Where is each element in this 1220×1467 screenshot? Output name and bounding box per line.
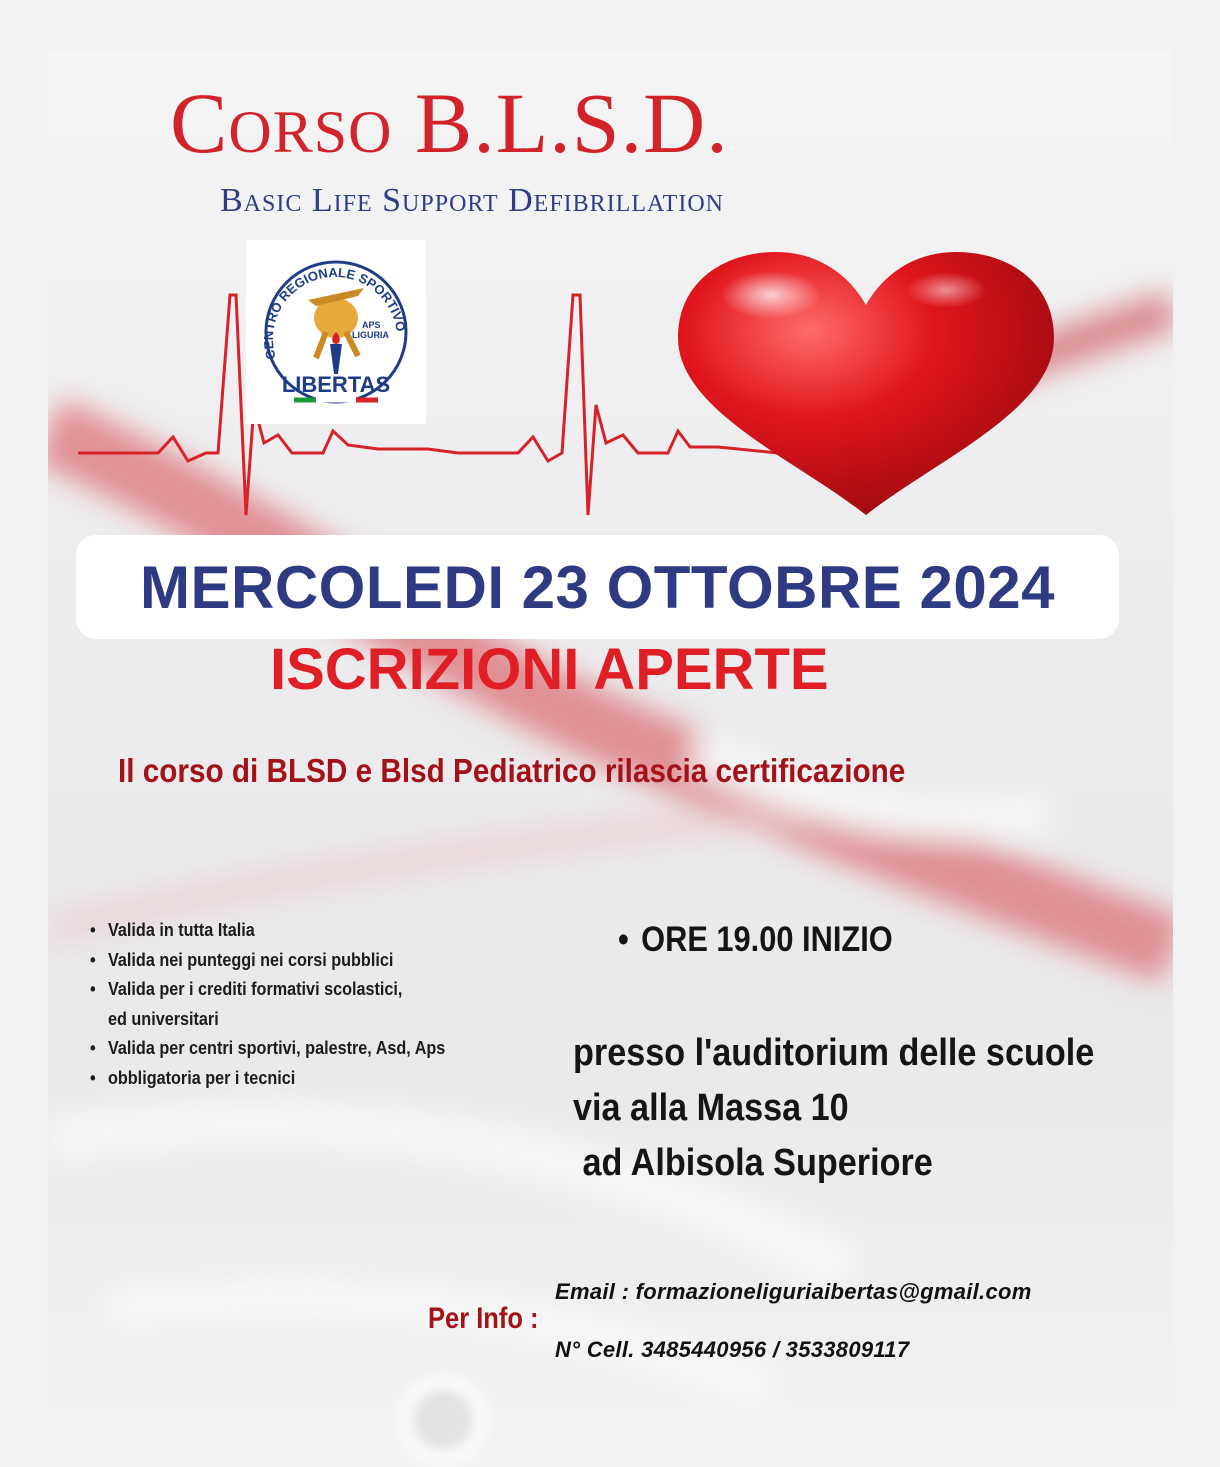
list-item: • Valida per i crediti formativi scolastici, (90, 975, 445, 1005)
list-item: • Valida nei punteggi nei corsi pubblici (90, 946, 445, 976)
contact-phone[interactable]: N° Cell. 3485440956 / 3533809117 (555, 1337, 910, 1362)
logo-ring-text: CENTRO REGIONALE SPORTIVO (260, 264, 409, 362)
heart-icon (676, 250, 1056, 520)
benefits-list (90, 916, 445, 1093)
venue-line-2: via alla Massa 10 (573, 1087, 849, 1129)
venue-address (573, 1026, 1094, 1191)
venue-line-3: ad Albisola Superiore (573, 1142, 933, 1184)
logo-name: LIBERTAS (281, 372, 391, 397)
contact-email[interactable]: Email : formazioneliguriaibertas@gmail.com (555, 1279, 1032, 1304)
list-item: • Valida per centri sportivi, palestre, Asd, Aps (90, 1034, 445, 1064)
list-item: • Valida in tutta Italia (90, 916, 445, 946)
start-time (618, 920, 893, 960)
date-banner (76, 535, 1119, 639)
logo-badge: APS (362, 320, 381, 330)
logo-region: LIGURIA (352, 330, 389, 340)
registration-open-heading: ISCRIZIONI APERTE (270, 637, 829, 702)
course-subtitle: Basic Life Support Defibrillation (220, 182, 724, 219)
libertas-logo (246, 240, 426, 424)
event-date: MERCOLEDI 23 OTTOBRE 2024 (140, 553, 1055, 621)
poster (48, 50, 1173, 1467)
start-time-text: ORE 19.00 INIZIO (641, 920, 893, 959)
info-label: Per Info : (428, 1302, 539, 1335)
ecg-line-icon (78, 285, 778, 525)
certification-note: Il corso di BLSD e Blsd Pediatrico rilascia certificazione (118, 752, 906, 789)
bullet-icon: • (618, 920, 629, 959)
list-item-continuation: ed universitari (108, 1008, 219, 1029)
course-title: Corso B.L.S.D. (170, 75, 729, 171)
venue-line-1: presso l'auditorium delle scuole (573, 1032, 1095, 1074)
list-item: • obbligatoria per i tecnici (90, 1064, 445, 1094)
